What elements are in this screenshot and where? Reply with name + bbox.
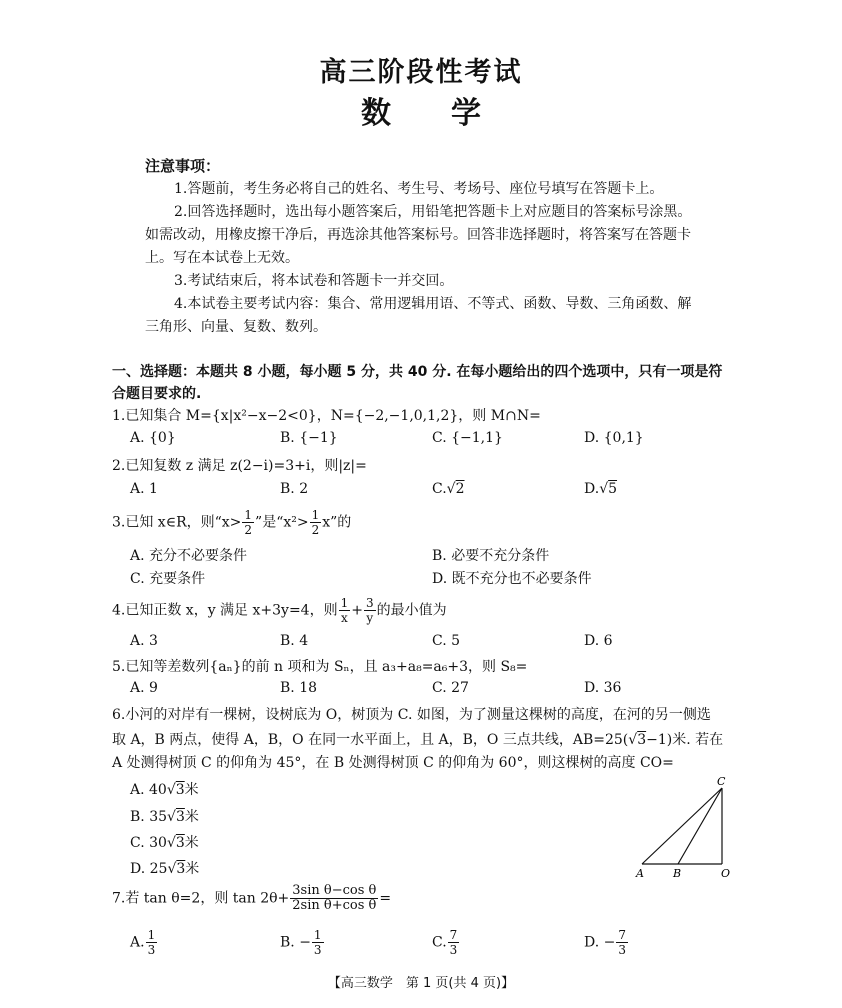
q7-option-a-num: 1 (147, 928, 156, 942)
q6-option-a-unit: 米 (184, 782, 199, 798)
q3-half-2-num: 1 (311, 508, 320, 522)
q7-option-a (130, 928, 158, 957)
q6-option-c-label: C. 30 (130, 835, 167, 851)
q2-option-d-label: D. (584, 481, 600, 497)
q7-option-c-label: C. (432, 934, 447, 951)
notice-item: 2.回答选择题时，选出每小题答案后，用铅笔把答题卡上对应题目的答案标号涂黑。如需改动，用橡皮擦干净后，再选涂其他答案标号。回答非选择题时，将答案写在答题卡上。写在本试卷上无效。 (145, 204, 692, 266)
q6-option-c-radicand: 3 (175, 835, 185, 851)
q7-option-c (432, 928, 460, 957)
notice-list (145, 178, 705, 339)
q6-option-d-label: D. 25 (130, 861, 168, 877)
question-6-line2: 取 A，B 两点，使得 A，B，O 在同一水平面上，且 A，B，O 三点共线，AB=25(√3−1)米. 若在 (112, 732, 724, 748)
q5-option-c: C. 27 (432, 680, 469, 696)
q6-line2-a: 取 A，B 两点，使得 A，B，O 在同一水平面上，且 A，B，O 三点共线，AB=25( (112, 732, 629, 748)
q6-option-b-label: B. 35 (130, 809, 168, 825)
q4-option-c: C. 5 (432, 633, 461, 649)
q7-fraction-den: 2sin θ+cos θ (292, 898, 377, 913)
q5-option-d: D. 36 (584, 680, 622, 696)
q1-option-a: A. {0} (130, 430, 176, 446)
q3-option-c: C. 充要条件 (130, 571, 206, 587)
subject-title: 数 学 (361, 96, 481, 131)
q3-option-a: A. 充分不必要条件 (130, 548, 248, 564)
exam-title: 高三阶段性考试 (319, 57, 523, 88)
q6-option-a-radicand: 3 (175, 782, 185, 798)
notice-item: 1.答题前，考生务必将自己的姓名、考生号、考场号、座位号填写在答题卡上。 (174, 181, 664, 197)
q2-option-c-radicand: 2 (455, 481, 465, 497)
question-6-line3: A 处测得树顶 C 的仰角为 45°，在 B 处测得树顶 C 的仰角为 60°，则这棵树的高度 CO= (112, 755, 674, 771)
q7-option-c-frac (448, 928, 460, 957)
q7-option-b-num: 1 (313, 928, 322, 942)
q2-option-c: C.√2 (432, 481, 465, 497)
question-6-line1: 6.小河的对岸有一棵树，设树底为 O，树顶为 C. 如图，为了测量这棵树的高度，在河的另一侧选 (112, 707, 711, 723)
q4-option-d: D. 6 (584, 633, 613, 649)
q7-fraction-num: 3sin θ−cos θ (292, 883, 377, 898)
q5-option-a: A. 9 (130, 680, 158, 696)
q4-frac-1-num: 1 (340, 596, 349, 610)
q4-frac-2-num: 3 (365, 596, 374, 610)
q2-option-d-radicand: 5 (608, 481, 618, 497)
notice-item: 4.本试卷主要考试内容：集合、常用逻辑用语、不等式、函数、导数、三角函数、解三角形、向量、复数、数列。 (145, 296, 692, 335)
point-o-label: O (721, 867, 731, 880)
q6-option-d-unit: 米 (185, 861, 200, 877)
q4-stem-b: 的最小值为 (376, 602, 447, 619)
q7-option-b-frac (312, 928, 324, 957)
point-b-label: B (673, 867, 682, 880)
q3-stem-c: x”的 (322, 514, 352, 531)
q7-option-a-label: A. (130, 934, 145, 951)
q7-option-b (280, 928, 325, 957)
q4-frac-2 (364, 596, 376, 625)
q7-option-d (584, 928, 629, 957)
question-4-stem (112, 596, 447, 625)
q6-option-c: C. 30√3米 (130, 835, 199, 851)
q7-stem-a: 7.若 tan θ=2，则 tan 2θ+ (112, 890, 290, 907)
q2-option-a: A. 1 (130, 481, 158, 497)
q6-line2-radicand: 3 (637, 732, 647, 748)
q7-option-b-label: B. − (280, 934, 311, 951)
q7-option-b-den: 3 (313, 943, 322, 957)
q1-option-b: B. {−1} (280, 430, 338, 446)
q4-frac-2-den: y (366, 611, 374, 625)
q6-option-b-radicand: 3 (175, 809, 185, 825)
q3-option-b: B. 必要不充分条件 (432, 548, 550, 564)
q7-fraction (290, 884, 378, 913)
sight-line-a (642, 788, 722, 864)
q6-option-b: B. 35√3米 (130, 809, 199, 825)
q7-option-d-den: 3 (618, 943, 626, 957)
q7-option-d-label: D. − (584, 934, 616, 951)
q6-option-a-label: A. 40 (130, 782, 167, 798)
question-3-stem (112, 508, 351, 537)
q3-half-1 (242, 508, 254, 537)
q4-frac-1 (339, 596, 351, 625)
q7-option-d-num: 7 (618, 928, 626, 942)
question-5-stem: 5.已知等差数列{aₙ}的前 n 项和为 Sₙ，且 a₃+a₈=a₆+3，则 S₈= (112, 659, 528, 675)
q6-option-b-unit: 米 (184, 809, 199, 825)
page-footer: 【高三数学 第 1 页(共 4 页)】 (327, 976, 515, 991)
q6-line2-b: −1)米. 若在 (646, 732, 724, 748)
section-heading: 一、选择题：本题共 8 小题，每小题 5 分，共 40 分. 在每小题给出的四个选项中，只有一项是符合题目要求的. (112, 364, 723, 402)
notice-item: 3.考试结束后，将本试卷和答题卡一并交回。 (174, 273, 454, 289)
q3-half-2 (310, 508, 322, 537)
question-7-stem (112, 884, 391, 913)
q4-option-b: B. 4 (280, 633, 309, 649)
q4-plus: + (351, 602, 363, 619)
q7-option-a-den: 3 (147, 943, 156, 957)
q6-option-a: A. 40√3米 (130, 782, 199, 798)
q7-option-d-frac (616, 928, 628, 957)
tree-measurement-figure (628, 776, 738, 880)
q2-option-c-label: C. (432, 481, 447, 497)
q1-option-c: C. {−1,1} (432, 430, 503, 446)
q3-stem-a: 3.已知 x∈R，则“x> (112, 514, 242, 531)
q3-half-1-num: 1 (244, 508, 253, 522)
q5-option-b: B. 18 (280, 680, 318, 696)
question-1-stem: 1.已知集合 M={x|x²−x−2<0}，N={−2,−1,0,1,2}，则 M∩N= (112, 408, 541, 424)
question-2-stem: 2.已知复数 z 满足 z(2−i)=3+i，则|z|= (112, 458, 367, 474)
q7-equals: = (379, 890, 392, 907)
q3-stem-b: ”是“x²> (255, 514, 309, 531)
q7-option-c-den: 3 (449, 943, 458, 957)
sight-line-b (678, 788, 722, 864)
q4-option-a: A. 3 (130, 633, 158, 649)
q7-option-a-frac (146, 928, 158, 957)
q4-stem-a: 4.已知正数 x，y 满足 x+3y=4，则 (112, 602, 338, 619)
q1-option-d: D. {0,1} (584, 430, 644, 446)
q3-option-d: D. 既不充分也不必要条件 (432, 571, 592, 587)
q3-half-2-den: 2 (311, 523, 320, 537)
q7-option-c-num: 7 (449, 928, 458, 942)
point-c-label: C (717, 776, 726, 788)
q2-option-b: B. 2 (280, 481, 309, 497)
q3-half-1-den: 2 (244, 523, 253, 537)
q6-option-d-radicand: 3 (176, 861, 186, 877)
q2-option-d: D.√5 (584, 481, 618, 497)
notice-heading: 注意事项： (145, 157, 221, 175)
q4-frac-1-den: x (341, 611, 348, 625)
point-a-label: A (636, 867, 644, 880)
q6-option-d: D. 25√3米 (130, 861, 200, 877)
q6-option-c-unit: 米 (184, 835, 199, 851)
